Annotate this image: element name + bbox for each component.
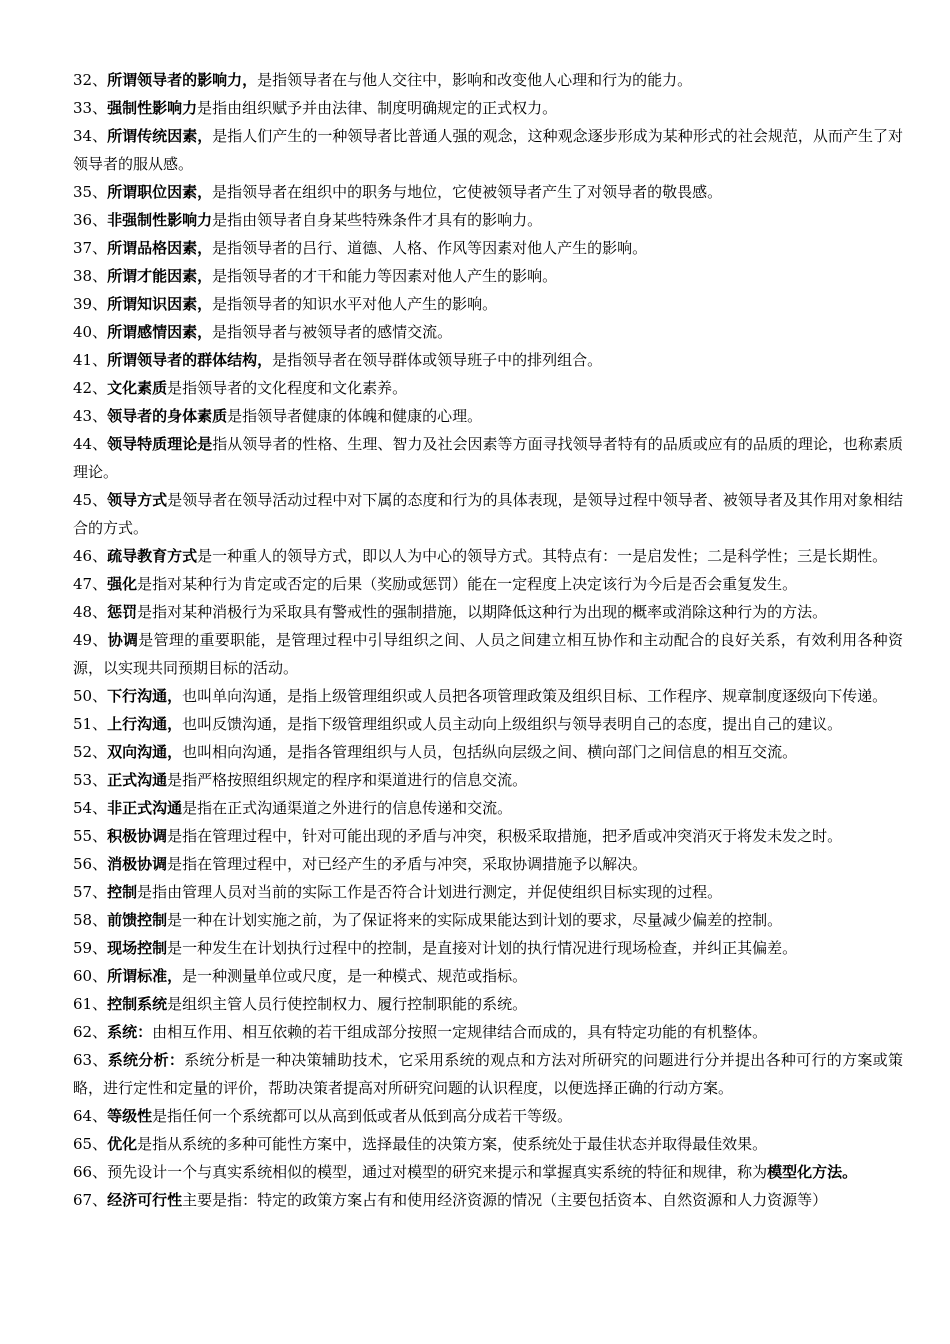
definition-entry: [73, 570, 903, 598]
entry-number: 65、: [73, 1135, 108, 1153]
definition-entry: [73, 486, 903, 542]
entry-number: 48、: [73, 603, 108, 621]
entry-number: 66、: [73, 1163, 108, 1181]
entry-number: 33、: [73, 99, 108, 117]
entry-definition: 是一种测量单位或尺度，是一种模式、规范或指标。: [182, 967, 528, 985]
definition-entry: [73, 906, 903, 934]
entry-definition: 预先设计一个与真实系统相似的模型，通过对模型的研究来提示和掌握真实系统的特征和规律，称为: [107, 1163, 768, 1181]
entry-definition: 是指领导者的吕行、道德、人格、作风等因素对他人产生的影响。: [212, 239, 648, 257]
definition-entry: [73, 206, 903, 234]
entry-term: 非强制性影响力: [107, 211, 213, 229]
entry-term: 上行沟通，: [107, 715, 183, 733]
entry-term: 控制系统: [107, 995, 168, 1013]
entry-term: 所谓职位因素，: [107, 183, 213, 201]
definition-entry: [73, 346, 903, 374]
entry-number: 38、: [73, 267, 108, 285]
entry-term: 所谓才能因素，: [107, 267, 213, 285]
entry-term: 前馈控制: [107, 911, 168, 929]
entry-definition: 由相互作用、相互依赖的若干组成部分按照一定规律结合而成的，具有特定功能的有机整体。: [152, 1023, 768, 1041]
entry-number: 41、: [73, 351, 108, 369]
entry-term: 所谓领导者的群体结构，: [107, 351, 273, 369]
entry-term: 非正式沟通: [107, 799, 183, 817]
entry-definition: 指从领导者的性格、生理、智力及社会因素等方面寻找领导者特有的品质或应有的品质的理论，也称素质理论。: [73, 435, 903, 481]
entry-definition: 是管理的重要职能，是管理过程中引导组织之间、人员之间建立相互协作和主动配合的良好关系，有效利用各种资源，以实现共同预期目标的活动。: [73, 631, 903, 677]
entry-definition: 是指领导者的文化程度和文化素养。: [167, 379, 408, 397]
entry-number: 39、: [73, 295, 108, 313]
entry-number: 45、: [73, 491, 108, 509]
entry-number: 60、: [73, 967, 108, 985]
definition-entry: [73, 290, 903, 318]
entry-term: 积极协调: [107, 827, 168, 845]
entry-number: 59、: [73, 939, 108, 957]
definition-entry: [73, 1158, 903, 1186]
entry-number: 52、: [73, 743, 108, 761]
entry-number: 44、: [73, 435, 108, 453]
definition-entry: [73, 234, 903, 262]
definition-entry: [73, 430, 903, 486]
entry-number: 58、: [73, 911, 108, 929]
definition-entry: [73, 542, 903, 570]
definition-entry: [73, 318, 903, 346]
entry-term: 强化: [107, 575, 138, 593]
entry-number: 64、: [73, 1107, 108, 1125]
entry-term: 优化: [107, 1135, 138, 1153]
entry-term: 所谓品格因素，: [107, 239, 213, 257]
entry-number: 42、: [73, 379, 108, 397]
entry-definition: 是指领导者的才干和能力等因素对他人产生的影响。: [212, 267, 558, 285]
entry-number: 53、: [73, 771, 108, 789]
entry-definition: 是指领导者健康的体魄和健康的心理。: [227, 407, 483, 425]
entry-number: 35、: [73, 183, 108, 201]
entry-definition: 是指由领导者自身某些特殊条件才具有的影响力。: [212, 211, 543, 229]
entry-term: 所谓知识因素，: [107, 295, 213, 313]
entry-definition: 是一种发生在计划执行过程中的控制，是直接对计划的执行情况进行现场检查，并纠正其偏差。: [167, 939, 798, 957]
entry-term: 领导者的身体素质: [107, 407, 228, 425]
definition-entry: [73, 122, 903, 178]
entry-definition: 是指领导者在组织中的职务与地位，它使被领导者产生了对领导者的敬畏感。: [212, 183, 723, 201]
entry-term: 消极协调: [107, 855, 168, 873]
entry-definition: 是指在管理过程中，对已经产生的矛盾与冲突，采取协调措施予以解决。: [167, 855, 648, 873]
entry-number: 57、: [73, 883, 108, 901]
entry-term: 系统：: [107, 1023, 153, 1041]
entry-term: 经济可行性: [107, 1191, 183, 1209]
entry-definition: 是指由组织赋予并由法律、制度明确规定的正式权力。: [197, 99, 558, 117]
definition-entry: [73, 402, 903, 430]
definition-entry: [73, 934, 903, 962]
entry-definition: 是指严格按照组织规定的程序和渠道进行的信息交流。: [167, 771, 528, 789]
definition-entry: [73, 1018, 903, 1046]
entry-number: 34、: [73, 127, 108, 145]
document-page: [73, 66, 903, 1214]
definition-entry: [73, 178, 903, 206]
entry-definition: 主要是指：特定的政策方案占有和使用经济资源的情况（主要包括资本、自然资源和人力资源等）: [182, 1191, 828, 1209]
entry-number: 43、: [73, 407, 108, 425]
entry-term: 疏导教育方式: [107, 547, 198, 565]
entry-term: 系统分析：: [107, 1051, 185, 1069]
entry-term: 所谓标准，: [107, 967, 183, 985]
entry-number: 40、: [73, 323, 108, 341]
entry-term: 惩罚: [107, 603, 138, 621]
entry-number: 36、: [73, 211, 108, 229]
entry-number: 50、: [73, 687, 108, 705]
definition-entry: [73, 262, 903, 290]
entry-term: 协调: [107, 631, 139, 649]
entry-definition: 是一种在计划实施之前，为了保证将来的实际成果能达到计划的要求，尽量减少偏差的控制。: [167, 911, 783, 929]
entry-term: 领导特质理论是: [107, 435, 213, 453]
entry-term: 模型化方法。: [767, 1163, 858, 1181]
entry-term: 正式沟通: [107, 771, 168, 789]
entry-term: 双向沟通，: [107, 743, 183, 761]
entry-term: 等级性: [107, 1107, 153, 1125]
entry-definition: 是指任何一个系统都可以从高到低或者从低到高分成若干等级。: [152, 1107, 573, 1125]
entry-term: 控制: [107, 883, 138, 901]
entry-term: 文化素质: [107, 379, 168, 397]
entry-definition: 是指领导者在领导群体或领导班子中的排列组合。: [272, 351, 603, 369]
entry-number: 67、: [73, 1191, 108, 1209]
entry-term: 所谓传统因素，: [107, 127, 213, 145]
definition-entry: [73, 850, 903, 878]
definition-entry: [73, 822, 903, 850]
entry-definition: 是组织主管人员行使控制权力、履行控制职能的系统。: [167, 995, 528, 1013]
entry-number: 63、: [73, 1051, 108, 1069]
entry-term: 领导方式: [107, 491, 168, 509]
entry-number: 51、: [73, 715, 108, 733]
entry-definition: 是指对某种行为肯定或否定的后果（奖励或惩罚）能在一定程度上决定该行为今后是否会重复发生。: [137, 575, 798, 593]
definition-entry: [73, 710, 903, 738]
definition-entry: [73, 1186, 903, 1214]
entry-term: 所谓领导者的影响力，: [107, 71, 258, 89]
definition-entry: [73, 738, 903, 766]
entry-term: 下行沟通，: [107, 687, 183, 705]
entry-definition: 是领导者在领导活动过程中对下属的态度和行为的具体表现，是领导过程中领导者、被领导者及其作用对象相结合的方式。: [73, 491, 903, 537]
entry-definition: 是指领导者在与他人交往中，影响和改变他人心理和行为的能力。: [257, 71, 693, 89]
entry-definition: 是指由管理人员对当前的实际工作是否符合计划进行测定，并促使组织目标实现的过程。: [137, 883, 723, 901]
entry-definition: 是一种重人的领导方式，即以人为中心的领导方式。其特点有：一是启发性；二是科学性；三是长期性。: [197, 547, 888, 565]
entry-definition: 也叫反馈沟通，是指下级管理组织或人员主动向上级组织与领导表明自己的态度，提出自己的建议。: [182, 715, 843, 733]
definition-entry: [73, 374, 903, 402]
definition-entry: [73, 66, 903, 94]
entry-definition: 系统分析是一种决策辅助技术，它采用系统的观点和方法对所研究的问题进行分并提出各种可行的方案或策略，进行定性和定量的评价，帮助决策者提高对所研究问题的认识程度，以便选择正确的行动方案。: [73, 1051, 903, 1097]
entry-number: 61、: [73, 995, 108, 1013]
entry-number: 49、: [73, 631, 108, 649]
definition-entry: [73, 1046, 903, 1102]
entry-term: 强制性影响力: [107, 99, 198, 117]
entry-number: 32、: [73, 71, 108, 89]
entry-definition: 是指人们产生的一种领导者比普通人强的观念，这种观念逐步形成为某种形式的社会规范，从而产生了对领导者的服从感。: [73, 127, 903, 173]
entry-number: 37、: [73, 239, 108, 257]
definition-entry: [73, 990, 903, 1018]
entry-term: 现场控制: [107, 939, 168, 957]
definition-entry: [73, 1130, 903, 1158]
entry-definition: 是指领导者与被领导者的感情交流。: [212, 323, 453, 341]
entry-number: 62、: [73, 1023, 108, 1041]
entry-definition: 是指对某种消极行为采取具有警戒性的强制措施，以期降低这种行为出现的概率或消除这种行为的方法。: [137, 603, 828, 621]
definition-entry: [73, 794, 903, 822]
definition-entry: [73, 766, 903, 794]
entry-definition: 是指在正式沟通渠道之外进行的信息传递和交流。: [182, 799, 513, 817]
entry-number: 46、: [73, 547, 108, 565]
definition-entry: [73, 94, 903, 122]
definition-entry: [73, 682, 903, 710]
entry-definition: 也叫单向沟通，是指上级管理组织或人员把各项管理政策及组织目标、工作程序、规章制度逐级向下传递。: [182, 687, 888, 705]
entry-number: 47、: [73, 575, 108, 593]
entry-definition: 是指在管理过程中，针对可能出现的矛盾与冲突，积极采取措施，把矛盾或冲突消灭于将发未发之时。: [167, 827, 843, 845]
entry-definition: 是指领导者的知识水平对他人产生的影响。: [212, 295, 498, 313]
entry-term: 所谓感情因素，: [107, 323, 213, 341]
definition-entry: [73, 626, 903, 682]
definition-entry: [73, 598, 903, 626]
entry-number: 54、: [73, 799, 108, 817]
entry-number: 56、: [73, 855, 108, 873]
entry-number: 55、: [73, 827, 108, 845]
definition-entry: [73, 962, 903, 990]
entry-definition: 也叫相向沟通，是指各管理组织与人员，包括纵向层级之间、横向部门之间信息的相互交流。: [182, 743, 798, 761]
entry-definition: 是指从系统的多种可能性方案中，选择最佳的决策方案，使系统处于最佳状态并取得最佳效果。: [137, 1135, 768, 1153]
definition-entry: [73, 878, 903, 906]
definition-entry: [73, 1102, 903, 1130]
